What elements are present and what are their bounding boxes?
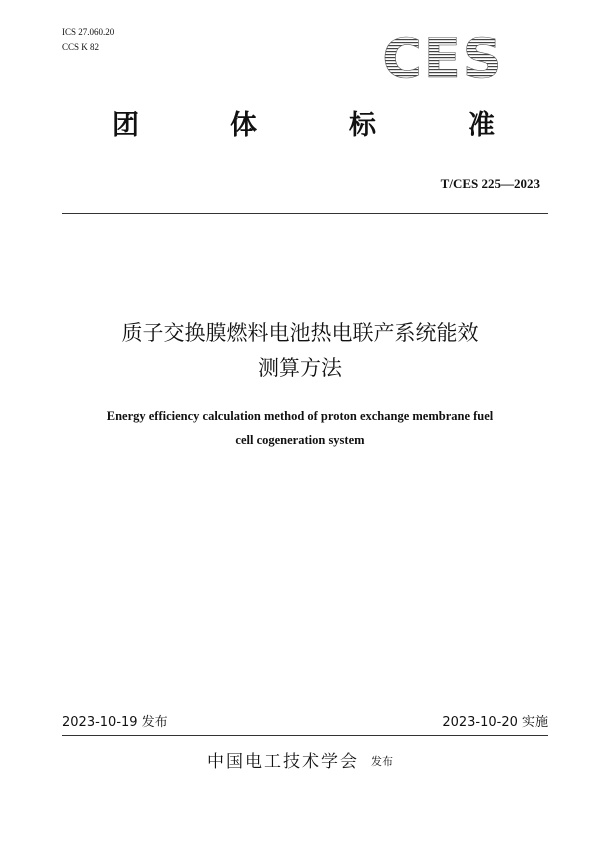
header-divider [62,213,548,214]
standard-type-char: 体 [230,110,257,141]
title-chinese-line2: 测算方法 [258,356,342,380]
issue-date: 2023-10-19 发布 [62,715,168,730]
publisher-name: 中国电工技术学会 [207,752,359,772]
title-chinese-line1: 质子交换膜燃料电池热电联产系统能效 [121,321,479,345]
standard-type [0,108,600,148]
standard-type-char: 标 [349,110,376,141]
title-english-line1: Energy efficiency calculation method of proton exchange membrane fuel [106,409,494,423]
ces-logo [374,27,512,85]
implementation-date: 2023-10-20 实施 [442,715,548,730]
title-english-line2: cell cogeneration system [235,433,365,447]
footer-divider [62,735,548,736]
publisher-suffix: 发布 [371,755,393,768]
title-chinese [40,316,560,386]
svg-text:CES: CES [382,27,504,85]
standard-number: T/CES 225—2023 [440,176,540,191]
ics-code: ICS 27.060.20 [62,27,115,37]
ccs-code: CCS K 82 [62,42,100,52]
title-english [60,404,540,452]
standard-type-char: 准 [468,110,495,141]
standard-type-char: 团 [112,110,139,141]
publisher [0,750,600,774]
